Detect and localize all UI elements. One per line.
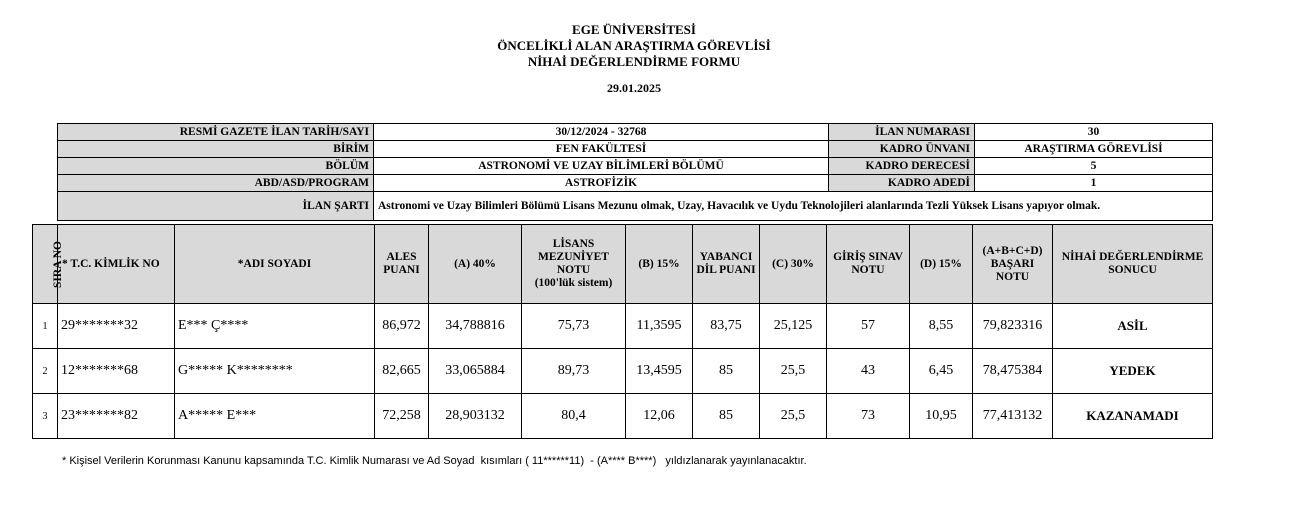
cell-sonuc: ASİL [1053, 304, 1213, 349]
form-title: NİHAİ DEĞERLENDİRME FORMU [527, 54, 741, 69]
table-row [33, 394, 1213, 439]
cell-tc: 29*******32 [58, 304, 175, 349]
cell-d: 8,55 [910, 304, 973, 349]
staff-title-label: KADRO ÜNVANI [829, 141, 975, 158]
info-row [58, 192, 1213, 221]
cell-giris: 43 [827, 349, 910, 394]
cell-dil: 85 [693, 394, 760, 439]
posting-number-label: İLAN NUMARASI [829, 124, 975, 141]
info-row [58, 175, 1213, 192]
cell-b: 12,06 [626, 394, 693, 439]
cell-basari: 79,823316 [973, 304, 1053, 349]
table-header-row [33, 225, 1213, 304]
posting-info-table [57, 123, 1213, 221]
cell-ales: 86,972 [375, 304, 429, 349]
position-title: ÖNCELİKLİ ALAN ARAŞTIRMA GÖREVLİSİ [497, 38, 771, 53]
department-value: ASTRONOMİ VE UZAY BİLİMLERİ BÖLÜMÜ [374, 158, 829, 175]
cell-giris: 73 [827, 394, 910, 439]
cell-ales: 82,665 [375, 349, 429, 394]
cell-ad: A***** E*** [175, 394, 375, 439]
cell-a: 28,903132 [429, 394, 522, 439]
cell-c: 25,5 [760, 349, 827, 394]
table-row [33, 304, 1213, 349]
cell-d: 6,45 [910, 349, 973, 394]
program-label: ABD/ASD/PROGRAM [58, 175, 374, 192]
col-sonuc: NİHAİ DEĞERLENDİRME SONUCU [1053, 225, 1213, 304]
cell-ad: E*** Ç**** [175, 304, 375, 349]
cell-a: 33,065884 [429, 349, 522, 394]
cell-basari: 77,413132 [973, 394, 1053, 439]
cell-lisans: 80,4 [522, 394, 626, 439]
col-c: (C) 30% [760, 225, 827, 304]
col-lisans [522, 225, 626, 304]
unit-label: BİRİM [58, 141, 374, 158]
cell-c: 25,5 [760, 394, 827, 439]
evaluation-table [32, 224, 1213, 439]
col-ales: ALES PUANI [375, 225, 429, 304]
col-ad: *ADI SOYADI [175, 225, 375, 304]
form-date: 29.01.2025 [607, 81, 661, 95]
university-title: EGE ÜNİVERSİTESİ [572, 22, 696, 37]
cell-dil: 83,75 [693, 304, 760, 349]
col-sira [33, 225, 64, 304]
cell-lisans: 75,73 [522, 304, 626, 349]
cell-ad: G***** K******** [175, 349, 375, 394]
col-lisans-label: LİSANS MEZUNİYET NOTU [538, 238, 609, 276]
privacy-footnote: * Kişisel Verilerin Korunması Kanunu kapsamında T.C. Kimlik Numarası ve Ad Soyad kısımları ( 11******11) - (A**** B****) yıldızlanarak yayınlanacaktır. [62, 455, 807, 467]
cell-sira: 3 [33, 394, 58, 439]
table-row [33, 349, 1213, 394]
staff-degree-value: 5 [975, 158, 1213, 175]
col-b: (B) 15% [626, 225, 693, 304]
col-tc: * T.C. KİMLİK NO [58, 225, 175, 304]
staff-degree-label: KADRO DERECESİ [829, 158, 975, 175]
col-sira-label: SIRA NO [51, 240, 64, 288]
staff-count-label: KADRO ADEDİ [829, 175, 975, 192]
gazette-value: 30/12/2024 - 32768 [374, 124, 829, 141]
cell-ales: 72,258 [375, 394, 429, 439]
program-value: ASTROFİZİK [374, 175, 829, 192]
cell-d: 10,95 [910, 394, 973, 439]
posting-condition-value: Astronomi ve Uzay Bilimleri Bölümü Lisans Mezunu olmak, Uzay, Havacılık ve Uydu Teknolojileri alanlarında Tezli Yüksek Lisans yapıyor olmak. [374, 192, 1213, 221]
unit-value: FEN FAKÜLTESİ [374, 141, 829, 158]
col-d: (D) 15% [910, 225, 973, 304]
cell-basari: 78,475384 [973, 349, 1053, 394]
col-giris: GİRİŞ SINAV NOTU [827, 225, 910, 304]
posting-condition-label: İLAN ŞARTI [58, 192, 374, 221]
info-row [58, 158, 1213, 175]
department-label: BÖLÜM [58, 158, 374, 175]
cell-giris: 57 [827, 304, 910, 349]
cell-tc: 12*******68 [58, 349, 175, 394]
cell-dil: 85 [693, 349, 760, 394]
cell-sira: 1 [33, 304, 58, 349]
staff-count-value: 1 [975, 175, 1213, 192]
posting-number-value: 30 [975, 124, 1213, 141]
cell-b: 11,3595 [626, 304, 693, 349]
cell-sira: 2 [33, 349, 58, 394]
cell-c: 25,125 [760, 304, 827, 349]
cell-b: 13,4595 [626, 349, 693, 394]
col-a: (A) 40% [429, 225, 522, 304]
col-lisans-sub: (100'lük sistem) [534, 277, 613, 289]
form-header [0, 22, 1268, 96]
staff-title-value: ARAŞTIRMA GÖREVLİSİ [975, 141, 1213, 158]
gazette-label: RESMİ GAZETE İLAN TARİH/SAYI [58, 124, 374, 141]
info-row [58, 141, 1213, 158]
cell-lisans: 89,73 [522, 349, 626, 394]
cell-tc: 23*******82 [58, 394, 175, 439]
cell-a: 34,788816 [429, 304, 522, 349]
info-row [58, 124, 1213, 141]
col-basari: (A+B+C+D) BAŞARI NOTU [973, 225, 1053, 304]
col-dil: YABANCI DİL PUANI [693, 225, 760, 304]
cell-sonuc: KAZANAMADI [1053, 394, 1213, 439]
cell-sonuc: YEDEK [1053, 349, 1213, 394]
